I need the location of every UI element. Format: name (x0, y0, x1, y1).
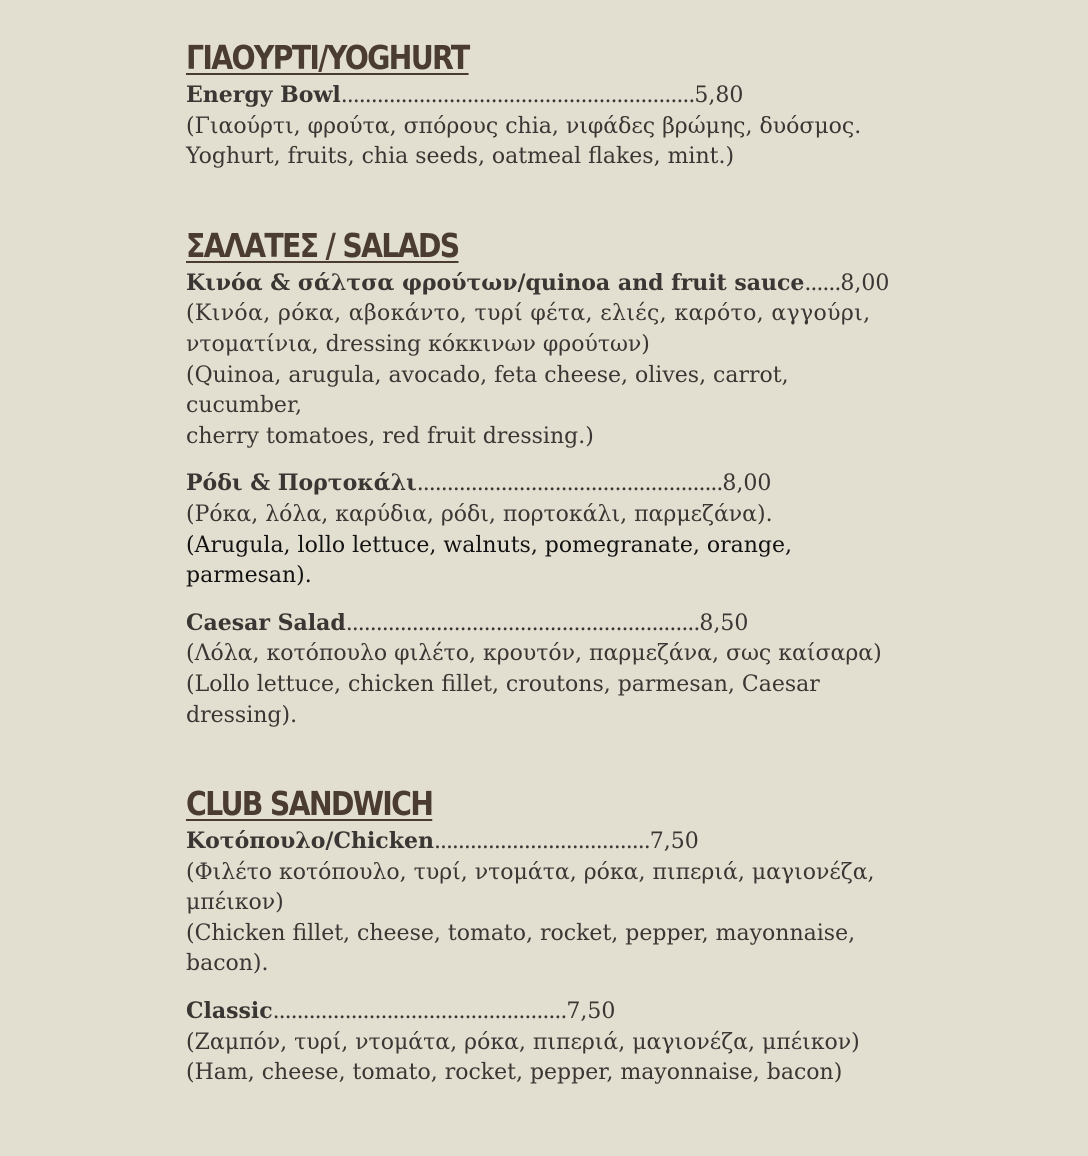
leader-dots: ........................................................... (345, 610, 700, 636)
item-description-line: (Κινόα, ρόκα, αβοκάντο, τυρί φέτα, ελιές, καρότο, αγγούρι, (186, 301, 871, 327)
menu-item-energy-bowl (186, 80, 902, 173)
leader-dots: ................................................... (416, 471, 723, 497)
item-description-line: (Ζαμπόν, τυρί, ντομάτα, ρόκα, πιπεριά, μαγιονέζα, μπέικον) (186, 1029, 860, 1055)
leader-dots: ................................................. (272, 999, 567, 1025)
menu-item-chicken-club (186, 826, 902, 980)
section-spacer (186, 731, 902, 782)
item-header (186, 268, 902, 300)
item-price: 8,00 (840, 270, 890, 296)
section-title-club-sandwich: CLUB SANDWICH (186, 784, 433, 824)
section-title-yoghurt: ΓΙΑΟΥΡΤΙ/YOGHURT (186, 38, 469, 77)
item-price: 8,50 (699, 610, 749, 636)
leader-dots: ........................................................... (340, 83, 695, 108)
section-club-sandwich (186, 782, 902, 1089)
item-name: Κοτόπουλο/Chicken (186, 828, 434, 855)
leader-dots: ...... (804, 270, 841, 296)
item-description-line: (Quinoa, arugula, avocado, feta cheese, olives, carrot, cucumber, (186, 362, 789, 419)
item-price: 5,80 (694, 83, 744, 108)
item-price: 7,50 (566, 999, 616, 1025)
section-spacer (186, 173, 902, 224)
item-description-line: (Ρόκα, λόλα, καρύδια, ρόδι, πορτοκάλι, παρμεζάνα). (186, 501, 773, 527)
item-header (186, 608, 902, 640)
item-header (186, 996, 902, 1028)
item-name: Κινόα & σάλτσα φρούτων/quinoa and fruit sauce (186, 269, 805, 296)
item-header (186, 826, 902, 858)
menu-item-classic-club (186, 996, 902, 1089)
item-spacer (186, 592, 902, 608)
item-description-line: (Lollo lettuce, chicken fillet, croutons, parmesan, Caesar (186, 671, 820, 697)
item-name: Caesar Salad (186, 609, 346, 636)
item-name: Classic (186, 998, 273, 1025)
item-price: 8,00 (722, 471, 772, 497)
item-description-line: (Arugula, lollo lettuce, walnuts, pomegranate, orange, (186, 532, 793, 558)
item-description-line: (Γιαούρτι, φρούτα, σπόρους chia, νιφάδες βρώμης, δυόσμος. (186, 113, 862, 139)
item-name: Ρόδι & Πορτοκάλι (186, 470, 417, 497)
item-description-line: μπέικον) (186, 890, 284, 916)
menu (186, 36, 902, 1089)
item-description-line: cherry tomatoes, red fruit dressing.) (186, 423, 594, 449)
item-header (186, 80, 902, 112)
item-description-line: (Λόλα, κοτόπουλο φιλέτο, κρουτόν, παρμεζάνα, σως καίσαρα) (186, 641, 882, 667)
section-title-salads: ΣΑΛΑΤΕΣ / SALADS (186, 225, 459, 265)
item-description-line: ντοματίνια, dressing κόκκινων φρούτων) (186, 331, 650, 357)
item-description-line: bacon). (186, 951, 269, 977)
item-header (186, 468, 902, 500)
item-description-line: (Ham, cheese, tomato, rocket, pepper, mayonnaise, bacon) (186, 1060, 843, 1086)
item-description-line: (Φιλέτο κοτόπουλο, τυρί, ντομάτα, ρόκα, πιπεριά, μαγιονέζα, (186, 859, 875, 885)
menu-item-pomegranate-orange (186, 468, 902, 591)
item-price: 7,50 (649, 829, 699, 855)
menu-item-caesar-salad (186, 608, 902, 731)
item-description-line: dressing). (186, 702, 298, 728)
item-description-line: Yoghurt, fruits, chia seeds, oatmeal flakes, mint.) (186, 144, 735, 170)
item-description-line: (Chicken fillet, cheese, tomato, rocket, pepper, mayonnaise, (186, 920, 856, 946)
section-salads (186, 224, 902, 731)
menu-item-quinoa (186, 268, 902, 453)
item-description-line: parmesan). (186, 563, 312, 589)
item-spacer (186, 980, 902, 996)
section-yoghurt (186, 36, 902, 173)
leader-dots: .................................... (433, 829, 650, 855)
item-spacer (186, 452, 902, 468)
item-name: Energy Bowl (186, 82, 341, 108)
